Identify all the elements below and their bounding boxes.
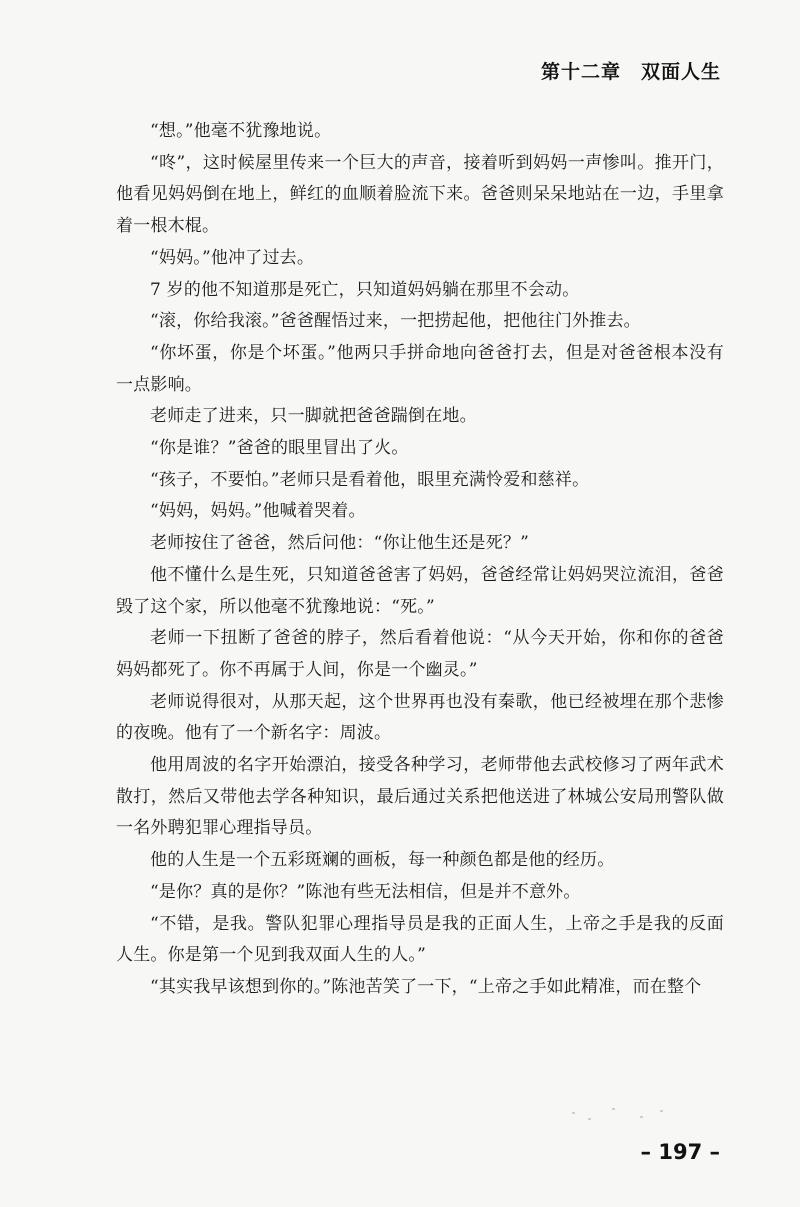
paragraph: “孩子，不要怕。”老师只是看着他，眼里充满怜爱和慈祥。 — [150, 469, 590, 490]
paragraph: 他不懂什么是生死，只知道爸爸害了妈妈，爸爸经常让妈妈哭泣流泪，爸爸毁了这个家，所以他毫不犹豫地说：“死。” — [116, 564, 724, 617]
paragraph: 老师一下扭断了爸爸的脖子，然后看着他说：“从今天开始，你和你的爸爸妈妈都死了。你不再属于人间，你是一个幽灵。” — [116, 628, 724, 680]
paragraph: “你是谁？”爸爸的眼里冒出了火。 — [150, 438, 409, 459]
scan-speck — [660, 1110, 663, 1112]
paragraph: 7 岁的他不知道那是死亡，只知道妈妈躺在那里不会动。 — [150, 279, 580, 300]
paragraph: 老师按住了爸爸，然后问他：“你让他生还是死？” — [150, 533, 529, 554]
paragraph: 老师说得很对，从那天起，这个世界再也没有秦歌，他已经被埋在那个悲惨的夜晚。他有了一个新名字：周波。 — [116, 691, 724, 744]
paragraph: “咚”，这时候屋里传来一个巨大的声音，接着听到妈妈一声惨叫。推开门，他看见妈妈倒在地上，鲜红的血顺着脸流下来。爸爸则呆呆地站在一边，手里拿着一根木棍。 — [116, 152, 724, 237]
body-text — [116, 116, 724, 1004]
paragraph: 他的人生是一个五彩斑斓的画板，每一种颜色都是他的经历。 — [150, 850, 615, 871]
paragraph: “不错，是我。警队犯罪心理指导员是我的正面人生，上帝之手是我的反面人生。你是第一个见到我双面人生的人。” — [116, 913, 724, 966]
paragraph: “妈妈。”他冲了过去。 — [150, 247, 315, 268]
scan-speck — [572, 1112, 575, 1114]
paragraph: 他用周波的名字开始漂泊，接受各种学习，老师带他去武校修习了两年武术散打，然后又带他去学各种知识，最后通过关系把他送进了林城公安局刑警队做一名外聘犯罪心理指导员。 — [116, 755, 724, 839]
running-header-chapter-title: 第十二章 双面人生 — [540, 61, 721, 83]
paragraph: “妈妈，妈妈。”他喊着哭着。 — [150, 501, 366, 522]
paragraph: “想。”他毫不犹豫地说。 — [150, 121, 332, 141]
paragraph: “滚，你给我滚。”爸爸醒悟过来，一把捞起他，把他往门外推去。 — [150, 311, 641, 332]
paragraph: “你坏蛋，你是个坏蛋。”他两只手拼命地向爸爸打去，但是对爸爸根本没有一点影响。 — [116, 342, 724, 395]
paragraph: 老师走了进来，只一脚就把爸爸踹倒在地。 — [150, 406, 477, 427]
page-number: – 197 – — [640, 1140, 720, 1164]
paragraph: “是你？真的是你？”陈池有些无法相信，但是并不意外。 — [150, 881, 581, 902]
scan-speck — [612, 1108, 615, 1110]
scan-speck — [588, 1118, 591, 1120]
scan-speck — [640, 1116, 643, 1118]
paragraph: “其实我早该想到你的。”陈池苦笑了一下，“上帝之手如此精准，而在整个 — [150, 976, 702, 997]
